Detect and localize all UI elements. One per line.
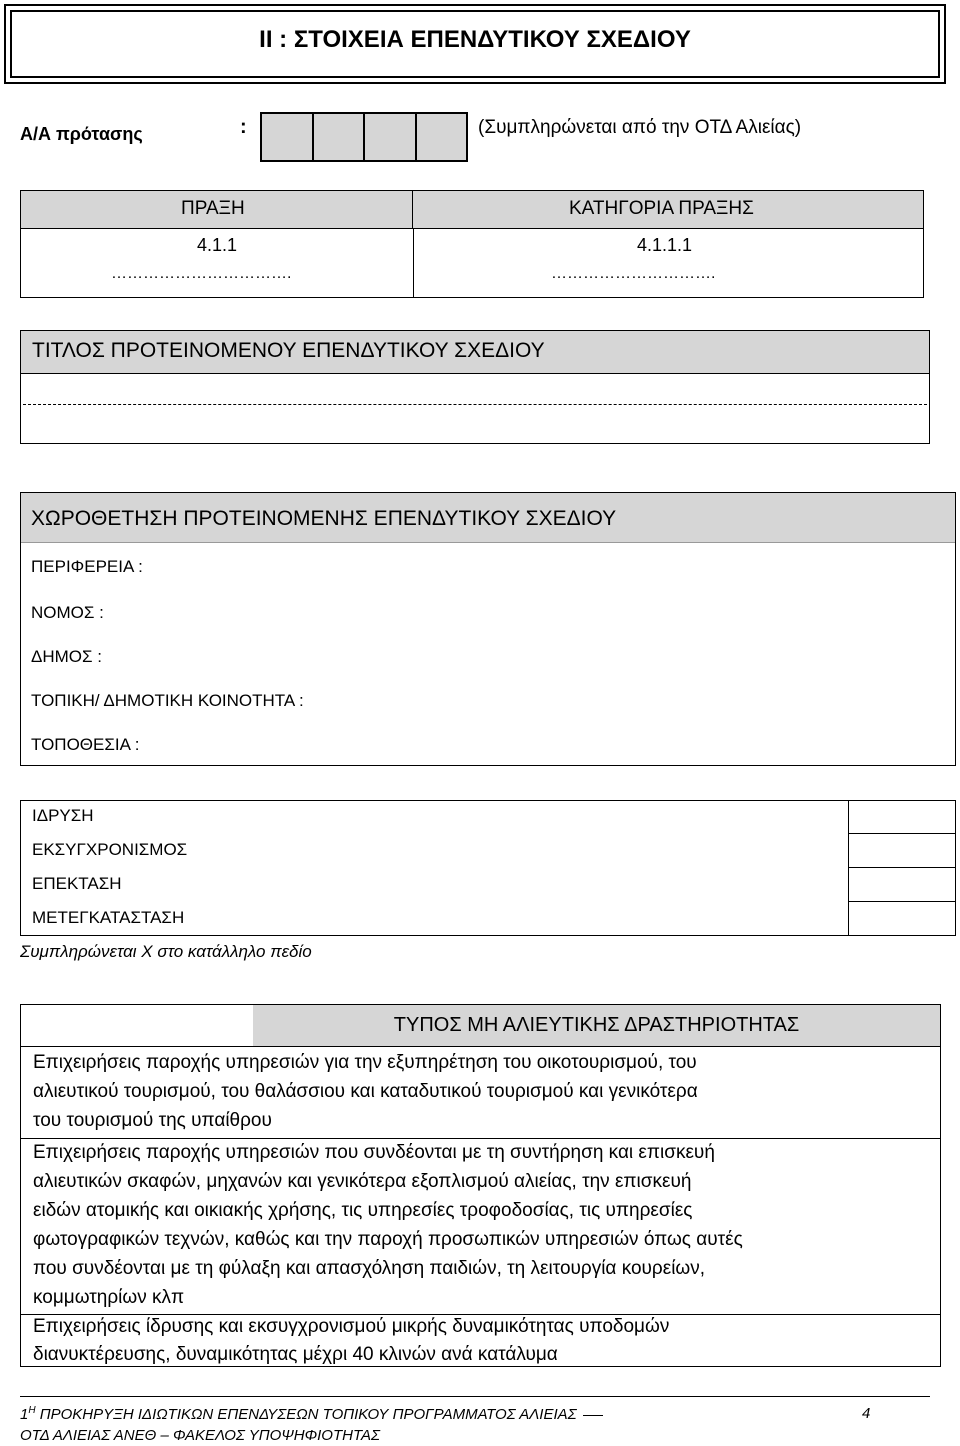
activity-row-2-line: που συνδέονται με τη φύλαξη και απασχόληση παιδιών, τη λειτουργία κουρείων,: [33, 1258, 706, 1279]
footer-title: ΠΡΟΚΗΡΥΞΗ ΙΔΙΩΤΙΚΩΝ ΕΠΕΝΔΥΣΕΩΝ ΤΟΠΙΚΟΥ ΠΡΟΓΡΑΜΜΑΤΟΣ ΑΛΙΕΙΑΣ: [35, 1406, 577, 1423]
proposal-digit-box[interactable]: [417, 114, 467, 160]
activity-row-2-line: ειδών ατομικής και οικιακής χρήσης, τις υπηρεσίες τροφοδοσίας, τις υπηρεσίες: [33, 1200, 693, 1221]
option-relocation: ΜΕΤΕΓΚΑΤΑΣΤΑΣΗ: [32, 908, 185, 927]
checkbox-modernization[interactable]: [849, 834, 955, 868]
checkbox-relocation[interactable]: [849, 902, 955, 935]
action-table: [20, 190, 924, 298]
activity-row-1-line: αλιευτικού τουρισμού, του θαλάσσιου και καταδυτικού τουρισμού και γενικότερα: [33, 1081, 698, 1102]
activity-row-2-line: Επιχειρήσεις παροχής υπηρεσιών που συνδέονται με τη συντήρηση και επισκευή: [33, 1142, 715, 1163]
footer-ordinal-sup: Η: [28, 1405, 36, 1416]
proposal-number-boxes: [260, 112, 468, 162]
footer-ordinal: 1: [20, 1406, 29, 1423]
activity-table: [20, 1004, 941, 1367]
option-founding: ΙΔΡΥΣΗ: [32, 806, 94, 825]
footer-underline: [583, 1415, 603, 1416]
activity-row-1-line: Επιχειρήσεις παροχής υπηρεσιών για την εξυπηρέτηση του οικοτουρισμού, του: [33, 1052, 697, 1073]
section-title: ΙΙ : ΣΤΟΙΧΕΙΑ ΕΠΕΝΔΥΤΙΚΟΥ ΣΧΕΔΙΟΥ: [259, 26, 691, 53]
proposal-digit-box[interactable]: [262, 114, 314, 160]
investment-checkbox-column: [848, 800, 956, 936]
option-modernization: ΕΚΣΥΓΧΡΟΝΙΣΜΟΣ: [32, 840, 188, 859]
municipality-field: ΔΗΜΟΣ :: [31, 647, 102, 666]
proposal-colon: :: [240, 116, 247, 138]
activity-row-3-line: διανυκτέρευσης, δυναμικότητας μέχρι 40 κλινών ανά κατάλυμα: [33, 1344, 558, 1365]
action-dots: …………………………….: [111, 265, 292, 282]
option-expansion: ΕΠΕΚΤΑΣΗ: [32, 874, 122, 893]
activity-header: ΤΥΠΟΣ ΜΗ ΑΛΙΕΥΤΙΚΗΣ ΔΡΑΣΤΗΡΙΟΤΗΤΑΣ: [393, 1014, 800, 1036]
plan-title-dashed-line: [23, 404, 927, 405]
checkbox-expansion[interactable]: [849, 868, 955, 902]
footer-line-1: [20, 1405, 603, 1423]
activity-row-3-line: Επιχειρήσεις ίδρυσης και εκσυγχρονισμού μικρής δυναμικότητας υποδομών: [33, 1316, 670, 1337]
proposal-note: (Συμπληρώνεται από την ΟΤΔ Αλιείας): [478, 117, 802, 138]
plan-title-header: ΤΙΤΛΟΣ ΠΡΟΤΕΙΝΟΜΕΝΟΥ ΕΠΕΝΔΥΤΙΚΟΥ ΣΧΕΔΙΟΥ: [32, 339, 545, 362]
plan-title-field[interactable]: [20, 374, 930, 444]
community-field: ΤΟΠΙΚΗ/ ΔΗΜΟΤΙΚΗ ΚΟΙΝΟΤΗΤΑ :: [31, 691, 304, 710]
footer-line-2: ΟΤΔ ΑΛΙΕΙΑΣ ΑΝΕΘ – ΦΑΚΕΛΟΣ ΥΠΟΨΗΦΙΟΤΗΤΑΣ: [20, 1427, 381, 1444]
footer-page-number: 4: [862, 1405, 871, 1422]
location-header: ΧΩΡΟΘΕΤΗΣΗ ΠΡΟΤΕΙΝΟΜΕΝΗΣ ΕΠΕΝΔΥΤΙΚΟΥ ΣΧΕΔΙΟΥ: [31, 507, 617, 530]
location-block: [20, 492, 956, 766]
action-header: ΠΡΑΞΗ: [181, 198, 245, 219]
region-field: ΠΕΡΙΦΕΡΕΙΑ :: [31, 557, 143, 576]
proposal-digit-box[interactable]: [314, 114, 366, 160]
action-category-dots: ………………………….: [551, 265, 716, 282]
action-code[interactable]: 4.1.1: [197, 235, 238, 255]
activity-row-2-line: αλιευτικών σκαφών, μηχανών και γενικότερα εξοπλισμού αλιείας, την επισκευή: [33, 1171, 692, 1192]
proposal-label: Α/Α πρότασης: [20, 124, 143, 144]
activity-row-2-line: φωτογραφικών τεχνών, καθώς και την παροχή προσωπικών υπηρεσιών όπως αυτές: [33, 1229, 743, 1250]
action-category-header: ΚΑΤΗΓΟΡΙΑ ΠΡΑΞΗΣ: [569, 198, 754, 219]
proposal-digit-box[interactable]: [365, 114, 417, 160]
prefecture-field: ΝΟΜΟΣ :: [31, 603, 104, 622]
activity-row-2-line: κομμωτηρίων κλπ: [33, 1287, 185, 1308]
investment-note: Συμπληρώνεται Χ στο κατάλληλο πεδίο: [20, 942, 312, 961]
footer-rule: [20, 1396, 930, 1397]
checkbox-founding[interactable]: [849, 800, 955, 834]
site-field: ΤΟΠΟΘΕΣΙΑ :: [31, 735, 140, 754]
activity-row-1-line: του τουρισμού της υπαίθρου: [33, 1110, 272, 1131]
action-category-code[interactable]: 4.1.1.1: [637, 235, 693, 255]
